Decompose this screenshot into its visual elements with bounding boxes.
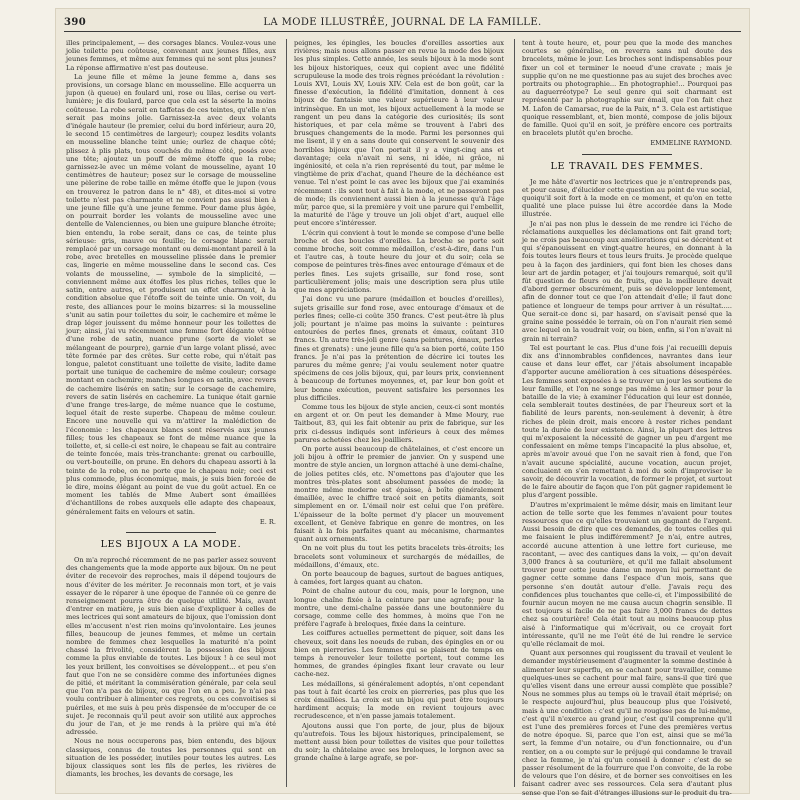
section-rule xyxy=(126,532,216,533)
paragraph: Je me hâte d'avertir nos lectrices que je n'entreprends pas, et pour cause, d'élucider cette question au point de vue social, quoiqu'il soit fort à la mode en ce moment, et qu'on en tette qualité une place puisse lui être accordée dans la Mode illustrée. xyxy=(522,177,732,219)
paragraph: On m'a reproché récemment de ne pas parler assez souvent des changements que la mode apporte aux bijoux. On ne peut éviter de recevoir des reproches, mais il dépend toujours de nous d'éviter de les mériter. Je reconnais mon tort, et je vais essayer de le réparer à une époque de l'année où ce genre de renseignement pourra être de quelque utilité. Mais, avant d'entrer en matière, je suis bien aise d'expliquer à celles de mes lectrices qui sont amateurs de bijoux, que l'omission dont elles m'accusent n'est rien moins qu'involontaire. Les jeunes filles, beaucoup de jeunes femmes, et même un certain nombre de femmes chez lesquelles la maturité n'a point chassé la frivolité, considèrent la possession des bijoux comme la plus enviable de toutes. Les bijoux ! à ce seul mot les yeux brillent, les convoitises se développent... et peu s'en faut que l'on ne se considère comme des infortunées dignes de pitié, et méritant la commisération générale, par cela seul que l'on n'a pas de bijoux, ou que l'on en a peu. Je n'ai pas voulu contribuer à alimenter ces regrets, ou ces convoitises si puériles, et me suis à peu près dispensée de m'occuper de ce sujet. Je reconnais qu'il peut avoir son utilité aux approches du jour de l'an, et je me rends à la prière qui m'a été adressée. xyxy=(66,555,276,737)
paragraph: On porte beaucoup de bagues, surtout de bagues antiques, à camées, fort larges quant au chaton. xyxy=(294,570,504,587)
paragraph: Nous ne nous occuperons pas, bien entendu, des bijoux classiques, connus de toutes les personnes qui sont en situation de les posséder, inutiles pour toutes les autres. Les bijoux classiques sont les fils de perles, les rivières de diamants, les broches, les devants de corsage, les xyxy=(66,737,276,779)
paragraph: peignes, les épingles, les boucles d'oreilles assorties aux rivières; mais nous allons passer en revue la mode des bijoux les plus simples. Cette année, les seuls bijoux à la mode sont les bijoux historiques, ceux qui copient avec une fidélité scrupuleuse la mode des trois règnes précédant la révolution : Louis XVI, Louis XV, Louis XIV. Cela est de bon goût, car la finesse d'exécution, la fidélité d'imitation, donnent à ces bijoux de fantaisie une valeur supérieure à leur valeur intrinsèque. En un mot, les bijoux actuellement à la mode se rangent un peu dans la catégorie des curiosités; ils sont historiques, et par cela même se trouvent à l'abri des brusques changements de la mode. Parmi les personnes qui me lisent, il y en a sans doute qui conservent le souvenir des horribles bijoux que l'on portait il y a vingt-cinq ans et davantage; cela n'avait ni sens, ni idée, ni grâce, ni ingéniosité, et cela n'a rien représenté du tout, par même le vingtième de prix d'achat, quand l'heure de la déchéance est venue. Tel n'est point le cas avec les bijoux que j'ai examinés récemment : ils sont tout à fait à la mode, et ne passeront pas de mode; ils conviennent aussi bien à la jeunesse qu'à l'âge mûr, parce que, si la première y voit une parure qui l'embellit, la maturité de l'âge y trouve un joli objet d'art, auquel elle peut encore s'intéresser. xyxy=(294,39,504,228)
column-divider xyxy=(286,39,287,787)
paragraph: illes principalement, — des corsages blancs. Voulez-vous une jolie toilette peu coûteuse, convenant aux jeunes filles, aux jeunes femmes, et même aux femmes qui ne sont plus jeunes? La réponse affirmative n'est pas douteuse. xyxy=(66,39,276,72)
paragraph: tent à toute heure, et, pour peu que la mode des manches courtes se généralise, on reverra sans nul doute des bracelets, même le jour. Les broches sont indispensables pour fixer un col et terminer le noeud d'une cravate ; mais je supplie qu'on ne me questionne pas au sujet des broches avec portraits ou photographie... En photographie!... Pourquoi pas au daguerréotype? Le seul genre qui soit charmant est représenté par la photographie sur émail, que l'on fait chez M. Lafon de Camarsac, rue de la Paix, n° 3. Cela est artistique quoique ressemblant, et, bien monté, compose de jolis bijoux de famille. Quoi qu'il en soit, je préfère encore ces portraits en bracelets plutôt qu'en broche. xyxy=(522,39,732,138)
paragraph: L'écrin qui convient à tout le monde se compose d'une belle broche et des boucles d'oreilles. La broche se porte soit comme broche, soit comme médaillon, c'est-à-dire, dans l'un et l'autre cas, à toute heure du jour et du soir; cela se compose de peintures très-fines avec entourage d'émaux et de perles fines. Les sujets grisaille, sur fond rose, sont particulièrement jolis; mais une description sera plus utile que mes appréciations. xyxy=(294,228,504,295)
column-left xyxy=(66,39,276,789)
newspaper-page xyxy=(55,8,750,797)
author-signature: EMMELINE RAYMOND. xyxy=(650,139,732,148)
paragraph: Comme tous les bijoux de style ancien, ceux-ci sont montés en argent et or. On peut les demander à Mme Moury, rue Taitbout, 83, qui les fait obtenir au prix de fabrique, sur les prix ci-dessus indiqués sont inférieurs à ceux des mêmes parures achetées chez les joailliers. xyxy=(294,402,504,444)
paragraph: Les médaillons, si généralement adoptés, n'ont cependant pas tout à fait écarté les croix en pierreries, pas plus que les croix émaillées. La croix est un bijou qui peut être toujours hardiment acquis; la mode en revient toujours avec recrudescence, et n'en passe jamais totalement. xyxy=(294,679,504,721)
section-heading-bijoux: LES BIJOUX A LA MODE. xyxy=(100,538,242,550)
page-number: 390 xyxy=(64,17,87,28)
paragraph: J'ai donc vu une parure (médaillon et boucles d'oreilles), sujets grisaille sur fond rose, avec entourage d'émaux et de perles fines; celle-ci coûte 350 francs. C'est peut-être là plus joli; pourtant je n'aime pas moins la suivante : peintures entourées de perles fines, grenats et émaux, coûtant 310 francs. Un autre très-joli genre (sans peintures, émaux, perles fines et grenats) : une jeune fille qu'a sa bien porté, coûte 150 francs. Je n'ai pas la prétention de décrire ici toutes les parures du même genre; j'ai voulu seulement noter quatre spécimens de ces jolis bijoux, qui, par leurs prix, conviennent à beaucoup de fortunes moyennes, et, par leur bon goût et leur bonne exécution, peuvent satisfaire les personnes les plus difficiles. xyxy=(294,295,504,402)
paragraph: La jeune fille et même la jeune femme a, dans ses provisions, un corsage blanc en mousseline. Elle acquerra un jupon (à queue) en foulard uni, rose ou lilas, cerise ou vert-lumière; je dis foulard, parce que cela est la séserte la moins coûteuse. La robe serait en taffetas de ces teintes, qu'elle n'en serait pas moins jolie. Garnissez-la avec deux volants d'inégale hauteur (le premier, celui du bord inférieur, aura 20, le second 15 centimètres de largeur); coupez lesdits volants en mousseline blanche teint unie; ourlez de chaque côté; plissez à plis plats, tous couchés du même côté, posés avec une tête; ajoutez un pouff de même étoffe que la robe; garnissez-le avec un même volant de mousseline, ayant 10 centimètres de hauteur; posez sur le corsage de mousseline une pèlerine de robe taille en même étoffe que le jupon (vous en trouverez le patron dans le n° 48), et dites-moi si votre toilette n'est pas charmante et ne convient pas aussi bien à une jeune fille qu'à une jeune femme. Pour dame plus âgée, on pourrait border les volants de mousseline avec une dentelle de Valenciennes, ou bien une guipure blanche étroite; bien entendu, la robe serait, dans ce cas, de teinte plus sérieuse: gris, mauve ou feuille; le corsage blanc serait remplacé par un corsage montant ou demi-montant pareil à la robe, avec bretelles en mousseline plissée dans le premier cas, lingerie en même mousseline dans le second cas. Ces volants de mousseline, — symbole de la simplicité, — conviennent même aux étoffes les plus riches, telles que le satin, entre autres, et produisent un effet charmant, à la condition absolue que l'étoffe soit de teinte unie. On voit, du reste, des alliances pour le moins bizarres: si la mousseline s'unit au satin pour toilettes du soir, le cachemire et même le drap léger jouissent du même honneur pour les toilettes de jour; ainsi, j'ai vu récemment une femme fort élégante vêtue d'une robe de satin, nuance prune (sorte de violet se mélangeant de pourpre), garnie d'un large volant plissé, avec tête formée par des crêtes. Sur cette robe, qui n'était pas longue, paletot constituant une toilette de visite, ladite dame portait une tunique de cachemire de même couleur; corsage montant en cachemire; manches longues en satin, avec revers de cachemire lisérés en satin; sur le corsage de cachemire, revers de satin lisérés en cachemire. La tunique était garnie d'une frange tres-large, de même nuance que le costume, lequel était de reste superbe. Chapeau de même couleur. Encore une nouvelle qui va m'attirer la malédiction de l'économie : les chapeaux blancs sont réservés aux jeunes filles; tous les chapeaux se font de même nuance que la toilette, et, si celle-ci est noire, le chapeau se fait au contraire de teinte foncée, mais très-tranchante: grenat ou carbouille, ou vert-bouteille, on prune. En dehors du chapeau assorti à la teinte de la robe, on ne porte que le chapeau noir; ceci est plus commode, plus économique, mais, je suis bien forcée de le dire, moins élégant au point de vue du goût actuel. En ce moment les tablés de Mme Aubert sont émaillées d'échantillons de robes auxquels elle adapte des chapeaux, généralement faits en velours et satin. xyxy=(66,72,276,516)
paragraph: Point de chaîne autour du cou, mais, pour le lorgnon, une longue chaîne fixée à la ceinture par une agrafe; pour la montre, une demi-chaîne passée dans une boutonnière du corsage, comme celle des hommes, à moins que l'on ne préfère l'agrafe à breloques, fixée dans la ceinture. xyxy=(294,587,504,629)
paragraph: Ajoutons aussi que l'on porte, de jour, plus de bijoux qu'autrefois. Tous les bijoux historiques, principalement, se mettent aussi bien pour toilettes de visites que pour toilettes du soir; la châtelaine avec ses breloques, le lorgnon avec sa grande chaîne à large agrafe, se por- xyxy=(294,721,504,763)
author-signature: E. R. xyxy=(259,517,276,526)
section-heading-travail: LE TRAVAIL DES FEMMES. xyxy=(550,160,704,172)
paragraph: D'autres m'exprimaient le même désir, mais en limitant leur action de telle sorte que les femmes n'avaient pour toutes ressources que ce qu'elles trouvaient un gagnant de l'argent. Aussi besoin de dire que ces demandes, de toutes celles qui me faisaient le plus indifféremment? Je n'ai, entre autres, accordé aucune attention à une lettre fort curieuse, me racontant, — avec des cantiques dans la voix, — qu'on devait 3,000 francs à sa couturière, et qu'il me fallait absolument trouver pour cette jeune dame un moyen lui permettant de gagner cette somme dans l'espace d'un mois, sans que personne s'en doutât autour d'elle. J'avais reçu des confidences plus touchantes que celle-ci, et l'impossibilité de fournir aucun moyen ne me causa aucun chagrin sensible. Il est toujours si facile de ne pas faire 3,000 francs de dettes chez sa couturière! Cela était tout au moins beaucoup plus aisé à l'informatique qui m'écrivait, ou ce croyait fort intéressante, qu'il ne me l'eût été de lui rendre le service qu'elle réclamait de moi. xyxy=(522,500,732,649)
paragraph: Je n'ai pas non plus le dessein de me rendre ici l'écho de réclamations auxquelles les déclamations ont fait grand tort; je ne crois pas beaucoup aux améliorations qui se décrètent et qui s'épanouissent en vingt-quatre heures, en donnant à la fois toutes leurs fleurs et tous leurs fruits. Je procède quelque peu à la façon des jardiniers, qui font bien les choses dans leur art de jardin potager, et j'ai toujours remarqué, soit qu'il fût question de fleurs ou de fruits, que la meilleure devait d'abord germer obscurément, puis se développer lentement, afin de donner tout ce que l'on attendait d'elle; il faut donc patience et longueur de temps pour arriver à un résultat..... Que serait-ce donc si, par hasard, on s'avisait pensé que la graine saine possédée le terrain, où on l'on n'aurait rien semé avec lequel on la voudrait voir, ou bien, enfin, si l'on n'avait ni grain ni terrain? xyxy=(522,219,732,343)
journal-title: LA MODE ILLUSTRÉE, JOURNAL DE LA FAMILLE. xyxy=(263,17,542,28)
paragraph: Tel est pourtant le cas. Plus d'une fois j'ai recueilli depuis dix ans d'innombrables confidences, navrantes dans leur cause et dans leur effet, car j'étais absolument incapable d'apporter aucune amélioration à ces situations désespérées. Les femmes sont exposées à se trouver un jour les soutiens de leur famille, et l'on ne songe pas même à les armer pour la bataille de la vie; à examiner l'éducation qui leur est donnée, cela semblerait toutes destinées, de par l'heureux sort et la fiabilité de leurs parents, non-seulement à devenir, à être riches de plein droit, mais encore à rester riches pendant toute la durée de leur existence. Ainsi, la plupart des lettres qui m'exposaient la nécessité de gagner un peu d'argent me confessaient en même temps l'incapacité la plus absolue, et, après m'avoir avoué que l'on ne savait rien à fond, que l'on n'avait aucune spécialité, aucune vocation, aucun projet, concluaient en s'en remettant à moi du soin d'improviser le savoir, de découvrir la vocation, de former le projet, et surtout de le faire aboutir de façon que l'on pût gagner rapidement le plus d'argent possible. xyxy=(522,343,732,500)
column-right xyxy=(522,39,732,797)
column-middle xyxy=(294,39,504,789)
paragraph: On ne voit plus du tout les petits bracelets très-étroits; les bracelets sont volumineux et surchargés de médailles, de médaillons, d'émaux, etc. xyxy=(294,544,504,569)
section-rule xyxy=(582,154,672,155)
column-divider xyxy=(514,39,515,787)
paragraph: Quant aux personnes qui rougissent du travail et veulent le demander mystérieusement d'augmenter la somme destinée à alimenter leur superflu, en se cachant pour travailler, comme quelques-unes se cachent pour mal faire, sans-il que tiré que qu'elles visent dans une erreur aussi complète que possible? Nous ne sommes plus au temps où le travail était méprisé; on le respecte aujourd'hui, plus beaucoup plus que l'oisiveté, mais à une condition : c'est qu'il ne rougisse pas de lui-même, c'est qu'il n'exerce au grand jour, c'est qu'il comprenne qu'il est l'une des premières forces et l'une des premières vertus de notre époque. Si, parce que l'on est, ainsi que se mé'la sert, la femme d'un notaire, ou d'un fonctionnaire, ou d'un rentier, on a ou compte sur le préjugé qui condamne le travail chez la femme, je n'ai qu'un conseil à donner : c'est de se passer résolument de la fourrure que l'on convoite, de la robe de velours que l'on désire, et de borner ses convoitises en les faisant cadrer avec ses ressources. Cela sera d'autant plus sense que l'on se fait d'étranges illusions sur le produit du tra- xyxy=(522,649,732,797)
paragraph: Les coiffures actuelles permettent de piquer, soit dans les cheveux, soit dans les noeuds de ruban, des épingles en or ou bien en pierreries. Les femmes qui se plaisent de temps en temps à renouveler leur toilette portent, tout comme les hommes, de grandes épingles fixant leur cravate ou leur cache-nez. xyxy=(294,629,504,679)
paragraph: On porte aussi beaucoup de châtelaines, et c'est encore un joli bijou à offrir le premier de janvier. On y suspend une montre de style ancien, un lorgnon attaché à une demi-chaîne, de jolies petites clés, etc. N'omettons pas d'ajouter que les montres très-plates sont absolument passées de mode; la montre même moderne est épaisse, à boîte généralement émaillée, avec le chiffre tracé soit en petits diamants, soit simplement en or. L'émail noir est celui que l'on préfère. L'épaisseur de la boîte permet d'y placer un mouvement excellent, et Genève fabrique en genre de montres, on les faisait à la fois parfaites quant au mécanisme, charmantes quant aux ornements. xyxy=(294,444,504,544)
page-header xyxy=(64,17,741,32)
